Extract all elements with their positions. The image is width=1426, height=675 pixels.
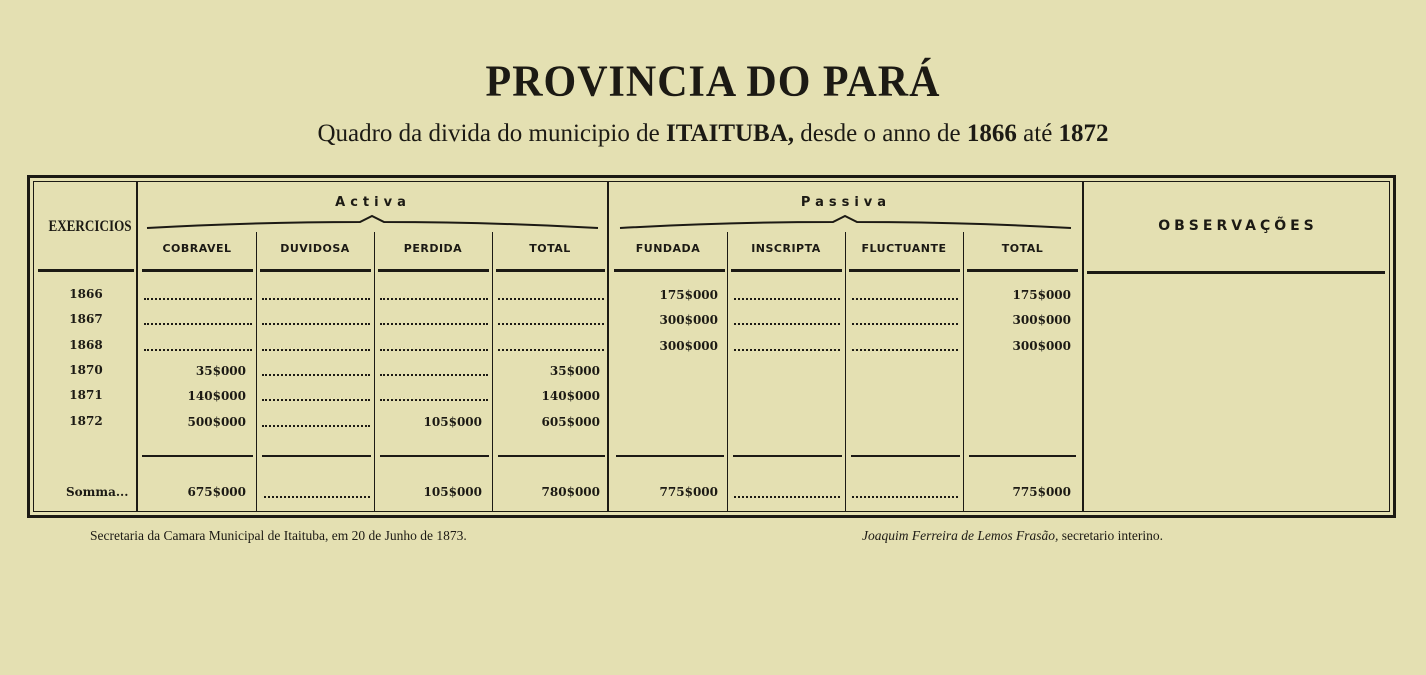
empty-dots: [380, 399, 488, 401]
somma-perdida: 105$000: [423, 485, 482, 499]
row-year: 1868: [69, 338, 103, 352]
empty-dots: [734, 323, 840, 325]
header-fundada: FUNDADA: [635, 242, 701, 255]
cell-cobravel: 500$000: [187, 415, 246, 429]
empty-dots: [262, 323, 370, 325]
header-observacoes: OBSERVAÇÕES: [1158, 218, 1318, 234]
sum-rule: [616, 455, 724, 457]
cell-total-a: 35$000: [549, 364, 600, 378]
header-rule: [614, 269, 725, 272]
header-passiva: Passiva: [800, 195, 892, 210]
empty-dots: [380, 374, 488, 376]
header-rule: [142, 269, 253, 272]
header-rule: [496, 269, 605, 272]
header-activa: Activa: [335, 195, 411, 210]
empty-dots: [380, 323, 488, 325]
column-divider: [607, 181, 609, 512]
somma-fundada: 775$000: [659, 485, 718, 499]
subtitle-year-to: 1872: [1058, 120, 1109, 147]
cell-total-p: 175$000: [1012, 288, 1071, 302]
column-divider: [492, 232, 493, 512]
somma-total-passiva: 775$000: [1012, 485, 1071, 499]
cell-cobravel: 140$000: [187, 389, 246, 403]
empty-dots: [734, 349, 840, 351]
sum-rule: [142, 455, 253, 457]
cell-total-p: 300$000: [1012, 313, 1071, 327]
empty-dots: [262, 399, 370, 401]
column-divider: [136, 181, 138, 512]
cell-cobravel: 35$000: [195, 364, 246, 378]
activa-brace: [145, 212, 600, 232]
empty-dots: [262, 425, 370, 427]
empty-dots: [262, 374, 370, 376]
column-divider: [963, 232, 964, 512]
header-rule: [849, 269, 960, 272]
empty-dots: [144, 298, 252, 300]
sum-rule: [733, 455, 842, 457]
row-year: 1867: [69, 312, 103, 326]
column-divider: [256, 232, 257, 512]
sum-rule: [262, 455, 371, 457]
header-cobravel: COBRAVEL: [162, 242, 232, 255]
subtitle-text-3: até: [1023, 120, 1053, 147]
sum-rule: [380, 455, 489, 457]
somma-total-activa: 780$000: [541, 485, 600, 499]
sum-rule: [969, 455, 1076, 457]
column-divider: [1082, 181, 1084, 512]
header-rule: [260, 269, 371, 272]
empty-dots: [264, 496, 370, 498]
page-title: PROVINCIA DO PARÁ: [485, 57, 941, 107]
empty-dots: [498, 349, 604, 351]
cell-fundada: 175$000: [659, 288, 718, 302]
somma-cobravel: 675$000: [187, 485, 246, 499]
cell-fundada: 300$000: [659, 339, 718, 353]
cell-total-a: 140$000: [541, 389, 600, 403]
header-rule: [731, 269, 842, 272]
header-rule: [378, 269, 489, 272]
header-exercicios: EXERCICIOS: [48, 218, 132, 235]
footer-signature-line: [862, 528, 1163, 544]
empty-dots: [498, 298, 604, 300]
empty-dots: [144, 349, 252, 351]
empty-dots: [852, 349, 958, 351]
cell-total-a: 605$000: [541, 415, 600, 429]
cell-total-p: 300$000: [1012, 339, 1071, 353]
empty-dots: [734, 298, 840, 300]
header-rule: [38, 269, 134, 272]
empty-dots: [144, 323, 252, 325]
row-year: 1872: [69, 414, 103, 428]
footer-place-date: Secretaria da Camara Municipal de Itaituba, em 20 de Junho de 1873.: [90, 528, 467, 543]
somma-label: Somma...: [66, 485, 129, 499]
row-year: 1871: [69, 388, 103, 402]
empty-dots: [852, 323, 958, 325]
row-year: 1870: [69, 363, 103, 377]
cell-fundada: 300$000: [659, 313, 718, 327]
empty-dots: [734, 496, 840, 498]
empty-dots: [380, 298, 488, 300]
sum-rule: [851, 455, 960, 457]
page-subtitle: [0, 120, 1426, 148]
subtitle-place: ITAITUBA,: [665, 120, 795, 147]
empty-dots: [380, 349, 488, 351]
column-divider: [845, 232, 846, 512]
empty-dots: [262, 349, 370, 351]
header-rule: [1087, 271, 1385, 274]
header-duvidosa: DUVIDOSA: [280, 242, 350, 255]
row-year: 1866: [69, 287, 103, 301]
subtitle-text-2: desde o anno de: [800, 120, 961, 147]
signature-name: Joaquim Ferreira de Lemos Frasão,: [862, 528, 1059, 543]
empty-dots: [262, 298, 370, 300]
signature-role: secretario interino.: [1061, 528, 1163, 543]
column-divider: [374, 232, 375, 512]
subtitle-text-1: Quadro da divida do municipio de: [317, 120, 660, 147]
empty-dots: [852, 496, 958, 498]
sum-rule: [498, 455, 605, 457]
header-rule: [967, 269, 1078, 272]
empty-dots: [498, 323, 604, 325]
header-perdida: PERDIDA: [403, 242, 463, 255]
cell-perdida: 105$000: [423, 415, 482, 429]
header-total-passiva: TOTAL: [1001, 242, 1044, 255]
column-divider: [727, 232, 728, 512]
subtitle-year-from: 1866: [966, 120, 1017, 147]
header-fluctuante: FLUCTUANTE: [861, 242, 947, 255]
passiva-brace: [618, 212, 1073, 232]
header-inscripta: INSCRIPTA: [751, 242, 821, 255]
header-total-activa: TOTAL: [529, 242, 571, 255]
empty-dots: [852, 298, 958, 300]
